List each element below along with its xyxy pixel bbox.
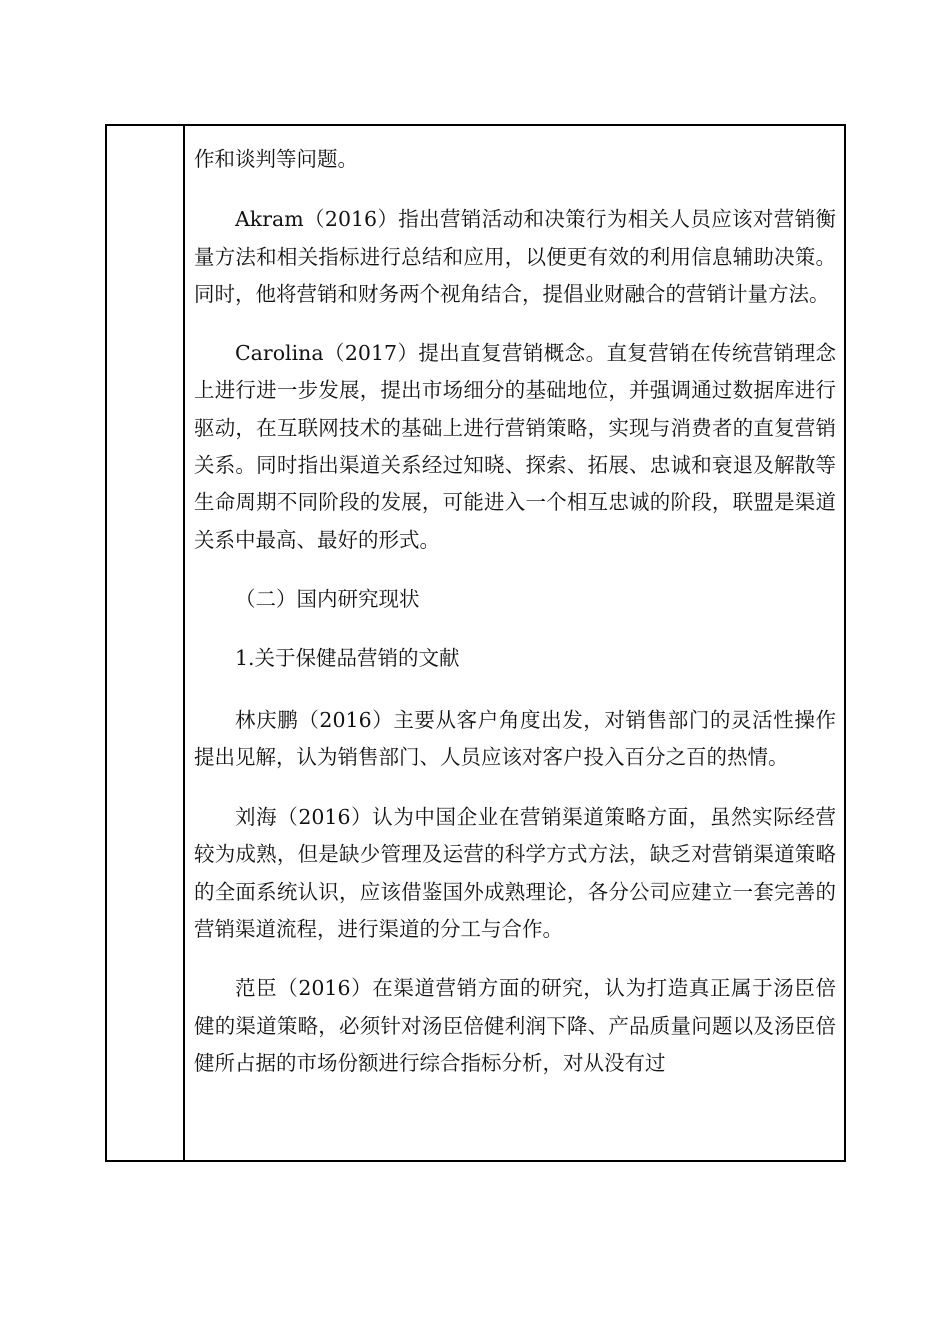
paragraph-carolina: Carolina（2017）提出直复营销概念。直复营销在传统营销理念上进行进一步发展，提出市场细分的基础地位，并强调通过数据库进行驱动，在互联网技术的基础上进行营销策略，实现与消费者的直复营销关系。同时指出渠道关系经过知晓、探索、拓展、忠诚和衰退及解散等生命周期不同阶段的发展，可能进入一个相互忠诚的阶段，联盟是渠道关系中最高、最好的形式。 <box>194 341 836 552</box>
paragraph-liu: 刘海（2016）认为中国企业在营销渠道策略方面，虽然实际经营较为成熟，但是缺少管理及运营的科学方式方法，缺乏对营销渠道策略的全面系统认识，应该借鉴国外成熟理论，各分公司应建立一套完善的营销渠道流程，进行渠道的分工与合作。 <box>194 805 836 942</box>
paragraph-lin: 林庆鹏（2016）主要从客户角度出发，对销售部门的灵活性操作提出见解，认为销售部门、人员应该对客户投入百分之百的热情。 <box>194 707 836 769</box>
sub-heading: 1.关于保健品营销的文献 <box>235 646 460 671</box>
paragraph-fan: 范臣（2016）在渠道营销方面的研究，认为打造真正属于汤臣倍健的渠道策略，必须针对汤臣倍健利润下降、产品质量问题以及汤臣倍健所占据的市场份额进行综合指标分析，对从没有过 <box>194 976 836 1075</box>
paragraph-akram: Akram（2016）指出营销活动和决策行为相关人员应该对营销衡量方法和相关指标进行总结和应用，以便更有效的利用信息辅助决策。同时，他将营销和财务两个视角结合，提倡业财融合的营销计量方法。 <box>194 207 836 306</box>
column-divider <box>183 124 185 1162</box>
section-heading: （二）国内研究现状 <box>235 586 420 611</box>
table-content-cell <box>194 141 836 1082</box>
paragraph-continuation: 作和谈判等问题。 <box>194 147 358 171</box>
